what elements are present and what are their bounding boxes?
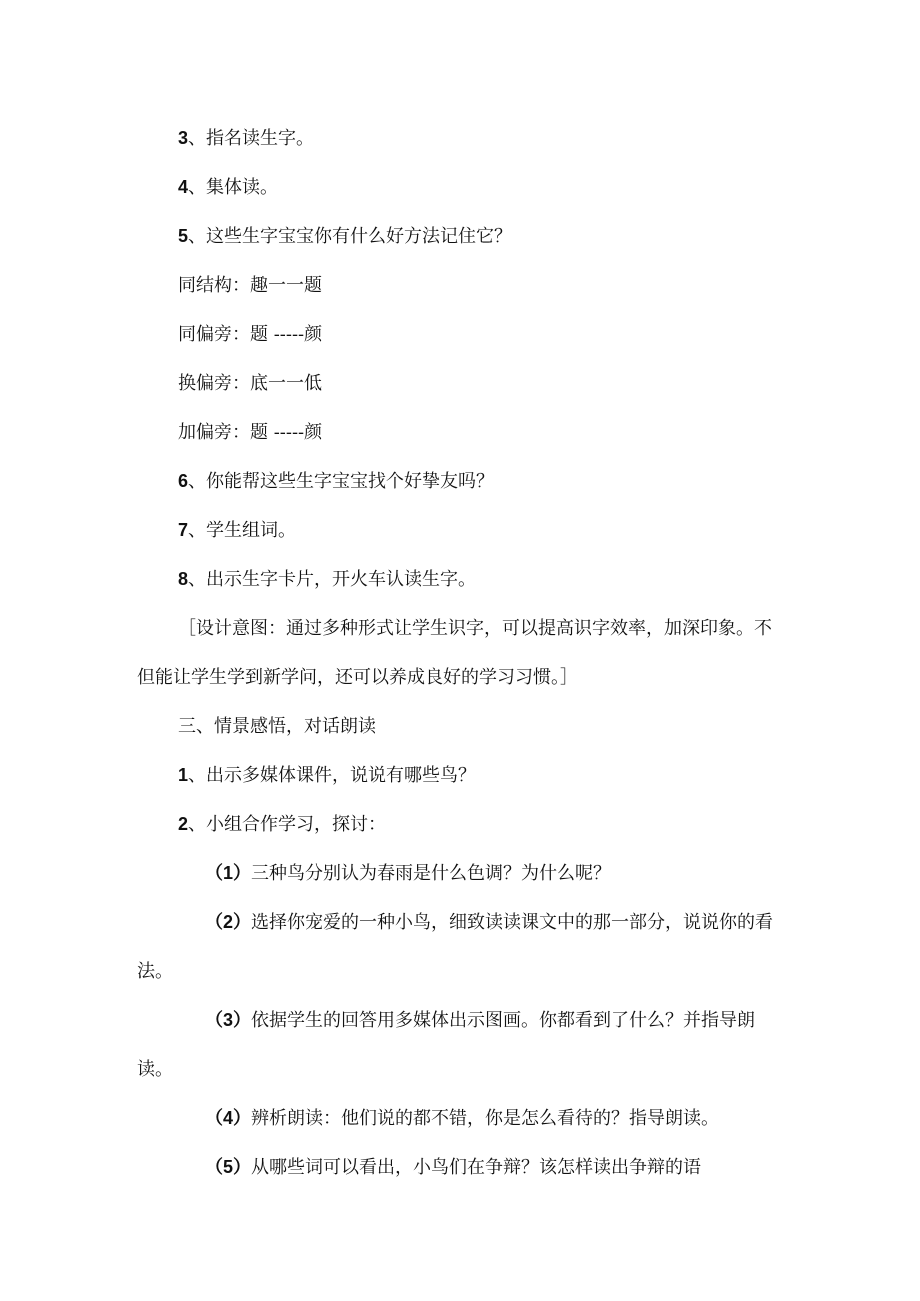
item-number: 8 — [178, 569, 189, 589]
item-number: （5） — [205, 1157, 252, 1177]
sub-item — [137, 1094, 782, 1143]
item-number: 5 — [178, 226, 189, 246]
item-text: 辨析朗读：他们说的都不错，你是怎么看待的？指导朗读。 — [251, 1108, 720, 1129]
sub-item — [137, 1143, 782, 1192]
list-item — [137, 212, 782, 261]
item-text: 、集体读。 — [188, 177, 279, 198]
item-text: 从哪些词可以看出，小鸟们在争辩？该怎样读出争辩的语 — [251, 1157, 702, 1178]
item-number: （1） — [205, 863, 252, 883]
list-item — [137, 800, 782, 849]
list-item — [137, 114, 782, 163]
word-pair: 换偏旁：底一一低 — [178, 373, 322, 394]
sub-item — [137, 996, 782, 1094]
item-text: 、出示生字卡片，开火车认读生字。 — [188, 569, 477, 590]
item-text: 、出示多媒体课件，说说有哪些鸟？ — [188, 765, 477, 786]
item-text: 、指名读生字。 — [188, 128, 315, 149]
list-item — [137, 457, 782, 506]
item-text: 依据学生的回答用多媒体出示图画。你都看到了什么？并指导朗读。 — [137, 1010, 756, 1080]
item-text: 三种鸟分别认为春雨是什么色调？为什么呢？ — [251, 863, 612, 884]
item-number: 4 — [178, 177, 189, 197]
item-number: （4） — [205, 1108, 252, 1128]
item-number: 2 — [178, 814, 189, 834]
item-text: 选择你宠爱的一种小鸟，细致读读课文中的那一部分，说说你的看法。 — [137, 912, 774, 982]
sub-item — [137, 898, 782, 996]
item-number: 3 — [178, 128, 189, 148]
item-number: （3） — [205, 1010, 252, 1030]
list-item — [137, 506, 782, 555]
word-pair: 同结构：趣一一题 — [178, 275, 322, 296]
item-text: 、你能帮这些生字宝宝找个好挚友吗？ — [188, 471, 495, 492]
list-item — [137, 555, 782, 604]
item-text: 、小组合作学习，探讨： — [188, 814, 387, 835]
document-body — [137, 114, 782, 1192]
section-title: 三、情景感悟，对话朗读 — [178, 716, 376, 737]
item-number: 7 — [178, 520, 189, 540]
item-text: 、学生组词。 — [188, 520, 297, 541]
sub-item — [137, 849, 782, 898]
list-item — [137, 751, 782, 800]
list-item — [137, 163, 782, 212]
item-number: 1 — [178, 765, 189, 785]
item-number: （2） — [205, 912, 252, 932]
item-number: 6 — [178, 471, 189, 491]
item-text: 、这些生字宝宝你有什么好方法记住它？ — [188, 226, 513, 247]
word-pair: 同偏旁：题 -----颜 — [178, 324, 323, 345]
word-pair: 加偏旁：题 -----颜 — [178, 422, 323, 443]
design-intent: ［设计意图：通过多种形式让学生识字，可以提高识字效率，加深印象。不但能让学生学到新学问，还可以养成良好的学习习惯。］ — [137, 618, 772, 688]
